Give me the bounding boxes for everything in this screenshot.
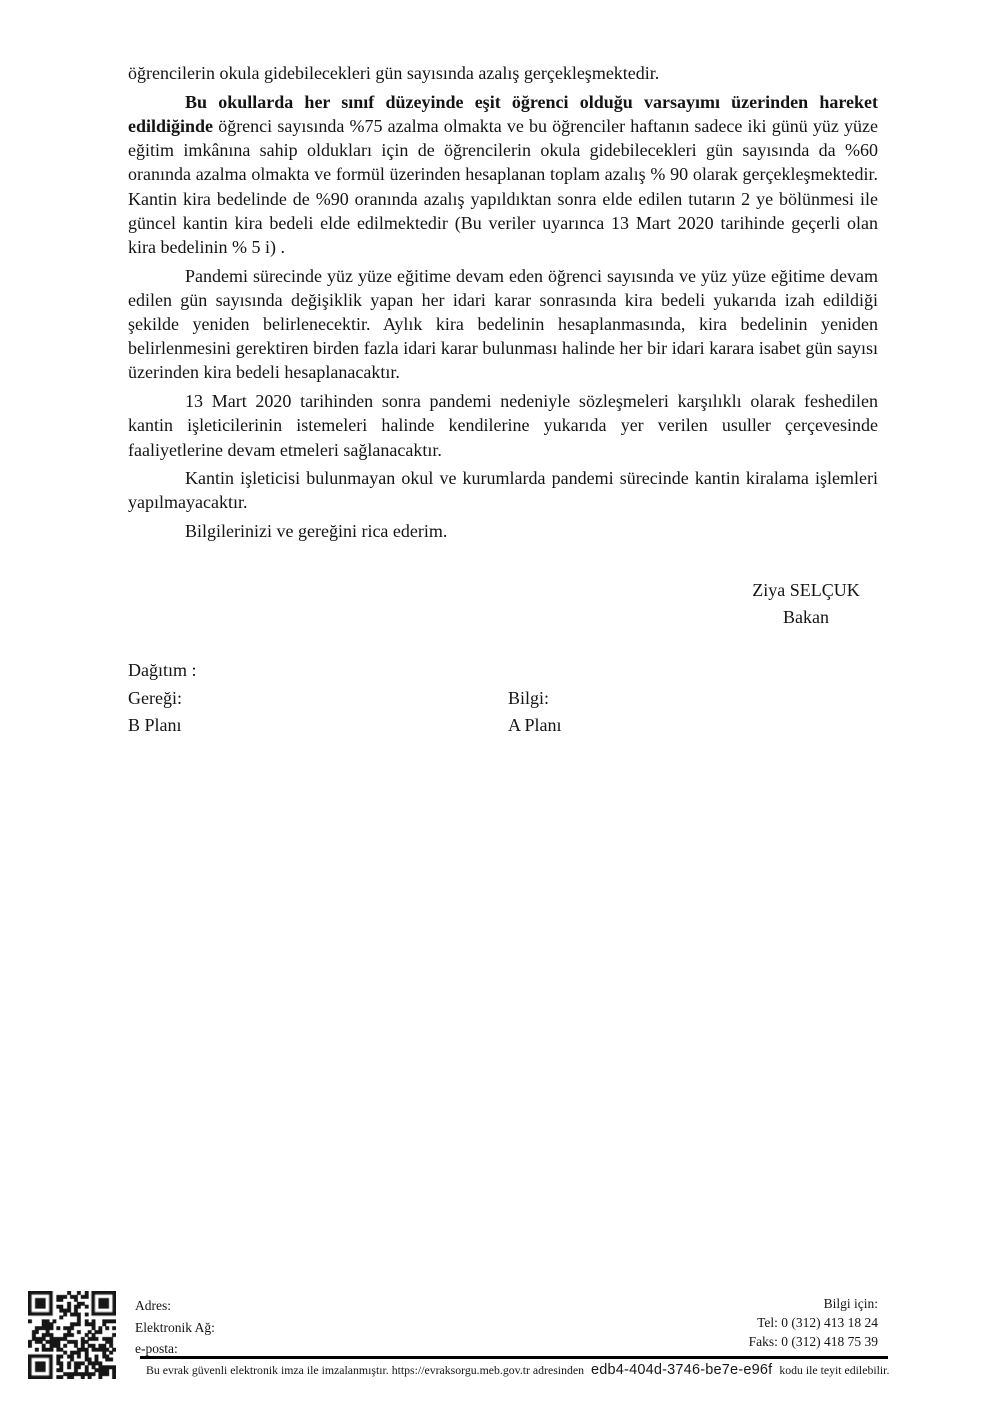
- signatory-title: Bakan: [783, 607, 829, 627]
- paragraph-no-new-rentals: Kantin işleticisi bulunmayan okul ve kurumlarda pandemi sürecinde kantin kiralama işlemleri yapılmayacaktır.: [128, 468, 878, 513]
- paragraph-cancelled-contracts: 13 Mart 2020 tarihinden sonra pandemi nedeniyle sözleşmeleri karşılıklı olarak feshedilen kantin işleticilerinin istemeleri halinde kendilerine yukarıda yer verilen usuller çerçevesinde faaliyetlerine devam etmeleri sağlanacaktır.: [128, 391, 878, 460]
- distribution-heading-row: [128, 657, 748, 685]
- distribution-heading: Dağıtım :: [128, 660, 197, 680]
- distribution-labels-row: [128, 685, 748, 713]
- verification-code: edb4-404d-3746-be7e-e96f: [590, 1362, 773, 1378]
- qr-code-icon: [28, 1291, 116, 1379]
- verification-line: [146, 1362, 926, 1378]
- paragraph-assumption: [128, 90, 878, 259]
- distribution-bilgi-value: A Planı: [508, 715, 562, 735]
- footer-contact-block: [749, 1294, 878, 1351]
- distribution-geregi-label: Gereği:: [128, 687, 182, 708]
- paragraph-pandemi-recalculation: Pandemi sürecinde yüz yüze eğitime devam eden öğrenci sayısında ve yüz yüze eğitime devam edilen gün sayısında değişiklik yapan her idari karar sonrasında kira bedeli yukarıda izah edildiği şekilde yeniden belirlenecektir. Aylık kira bedelinin hesaplanmasında, kira bedelinin yeniden belirlenmesini gerektiren birden fazla idari karar bulunması halinde her bir idari karara isabet gün sayısı üzerinden kira bedeli hesaplanacaktır.: [128, 265, 878, 383]
- distribution-values-row: [128, 712, 748, 740]
- paragraph-continuation: öğrencilerin okula gidebilecekleri gün sayısında azalış gerçekleşmektedir.: [128, 63, 660, 83]
- verification-suffix: kodu ile teyit edilebilir.: [779, 1363, 890, 1377]
- distribution-block: [128, 657, 748, 740]
- contact-fax: Faks: 0 (312) 418 75 39: [748, 1334, 878, 1349]
- footer-address-block: [135, 1295, 215, 1360]
- distribution-bilgi-label: Bilgi:: [508, 687, 550, 708]
- verification-prefix: Bu evrak güvenli elektronik imza ile imzalanmıştır. https://evraksorgu.meb.gov.tr adresinden: [146, 1363, 585, 1377]
- signatory-name: Ziya SELÇUK: [752, 580, 860, 600]
- address-label: Adres:: [135, 1298, 171, 1313]
- signature-block: [656, 577, 956, 631]
- contact-heading: Bilgi için:: [823, 1296, 878, 1311]
- distribution-geregi-value: B Planı: [128, 715, 182, 735]
- paragraph-assumption-rest: öğrenci sayısında %75 azalma olmakta ve bu öğrenciler haftanın sadece iki günü yüz yüze eğitim imkânına sahip oldukları için de öğrencilerin okula gidebilecekleri gün sayısında da %60 oranında azalma olmakta ve formül üzerinden hesaplanan toplam azalış % 90 olarak gerçekleşmektedir. Kantin kira bedelinde de %90 oranında azalış yapıldıktan sonra elde edilen tutarın 2 ye bölünmesi ile güncel kantin kira bedeli elde edilmektedir (Bu veriler uyarınca 13 Mart 2020 tarihinde geçerli olan kira bedelinin % 5 i) .: [128, 115, 878, 257]
- letter-body: [128, 61, 878, 548]
- email-label: e-posta:: [135, 1341, 178, 1356]
- footer-divider: [140, 1356, 888, 1359]
- closing-line: Bilgilerinizi ve gereğini rica ederim.: [185, 521, 448, 542]
- paragraph-assumption-bold-lead: Bu okullarda her sınıf düzeyinde eşit öğrenci olduğu varsayımı üzerinden hareket edildiğinde: [128, 91, 878, 136]
- electronic-network-label: Elektronik Ağ:: [135, 1319, 215, 1335]
- contact-tel: Tel: 0 (312) 413 18 24: [757, 1315, 878, 1330]
